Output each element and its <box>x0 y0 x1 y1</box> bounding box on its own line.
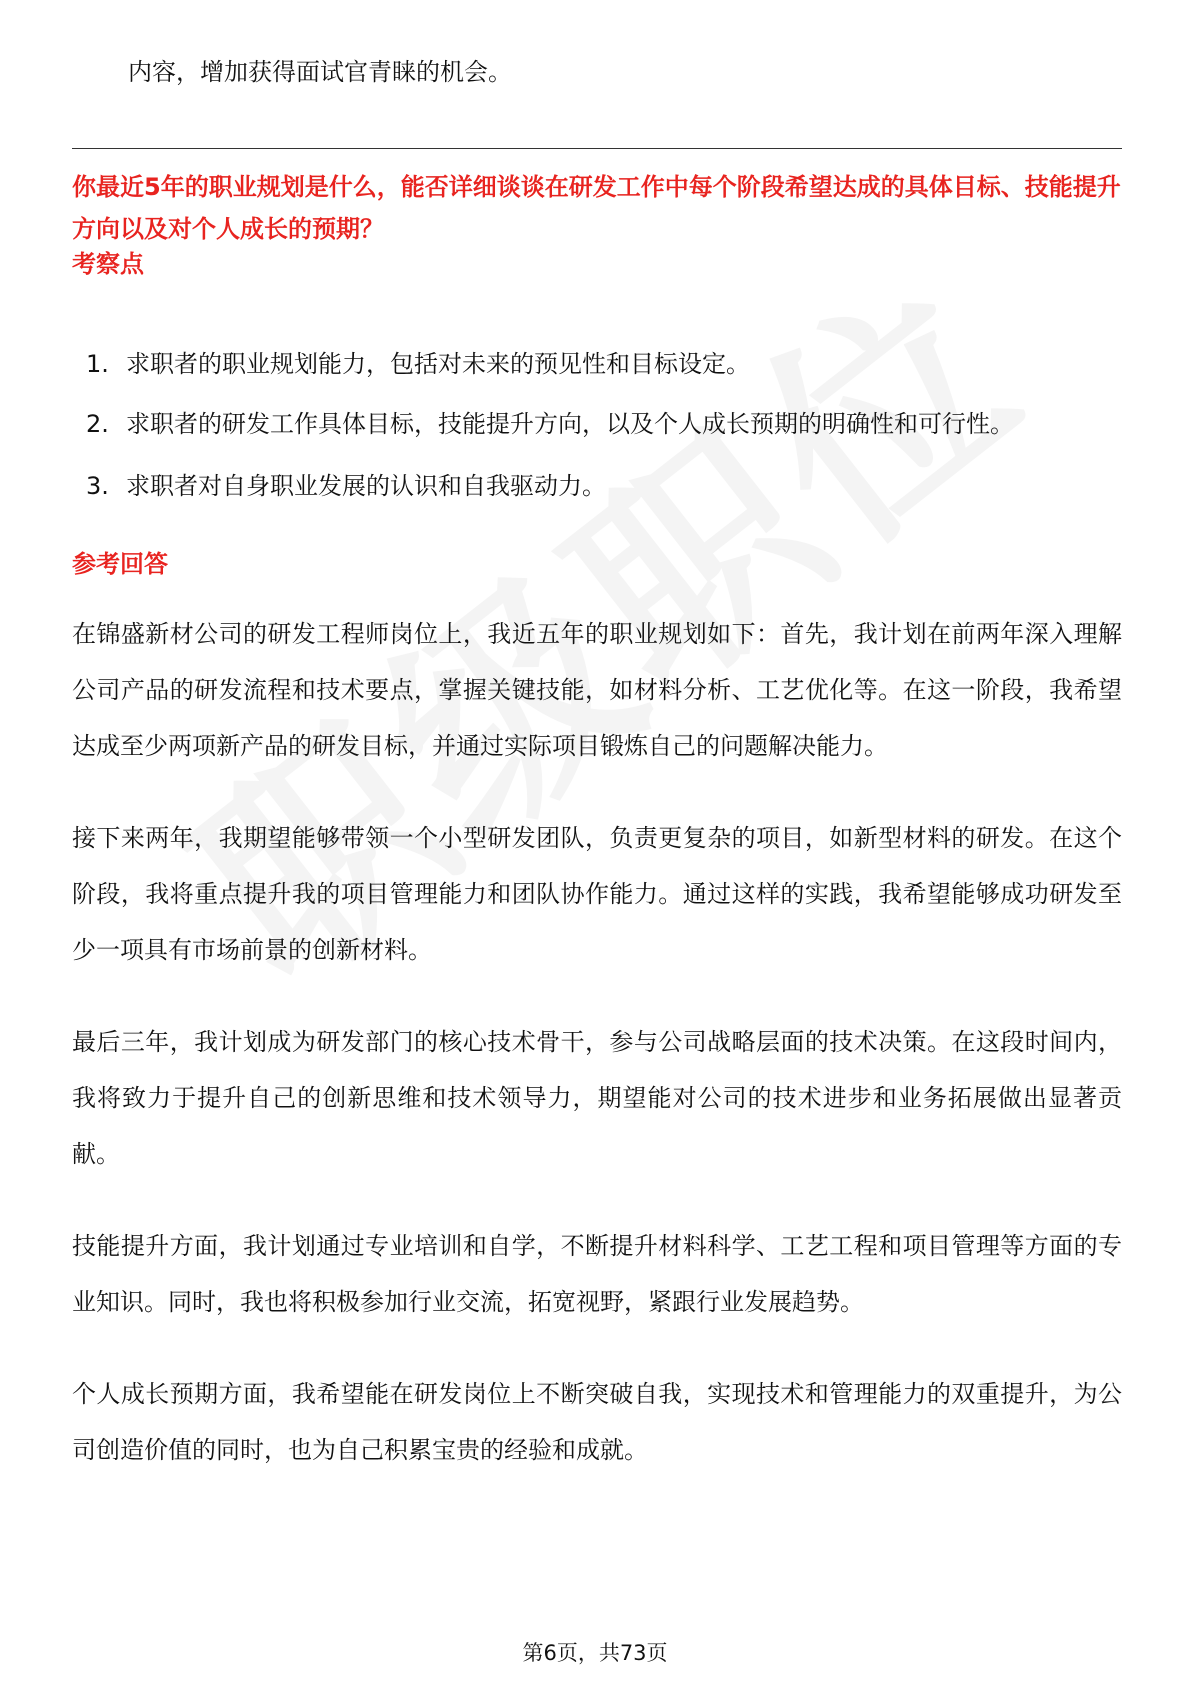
answer-title: 参考回答 <box>72 550 168 578</box>
list-number: 1. <box>86 350 109 378</box>
answer-paragraph: 技能提升方面，我计划通过专业培训和自学，不断提升材料科学、工艺工程和项目管理等方面的专业知识。同时，我也将积极参加行业交流，拓宽视野，紧跟行业发展趋势。 <box>72 1232 1122 1316</box>
list-item-text: 求职者对自身职业发展的认识和自我驱动力。 <box>126 472 606 500</box>
points-list <box>72 336 1122 514</box>
list-item-text: 求职者的研发工作具体目标，技能提升方向，以及个人成长预期的明确性和可行性。 <box>126 410 1014 438</box>
points-title: 考察点 <box>72 250 144 278</box>
answer-paragraph: 接下来两年，我期望能够带领一个小型研发团队，负责更复杂的项目，如新型材料的研发。在这个阶段，我将重点提升我的项目管理能力和团队协作能力。通过这样的实践，我希望能够成功研发至少一项具有市场前景的创新材料。 <box>72 824 1122 964</box>
answer-body <box>72 606 1122 1514</box>
list-item <box>72 458 1122 514</box>
list-number: 3. <box>86 472 109 500</box>
section-divider <box>72 148 1122 149</box>
interview-question: 你最近5年的职业规划是什么，能否详细谈谈在研发工作中每个阶段希望达成的具体目标、技能提升方向以及对个人成长的预期？ <box>72 173 1121 243</box>
previous-page-continuation: 内容，增加获得面试官青睐的机会。 <box>128 58 512 86</box>
answer-paragraph: 在锦盛新材公司的研发工程师岗位上，我近五年的职业规划如下：首先，我计划在前两年深入理解公司产品的研发流程和技术要点，掌握关键技能，如材料分析、工艺优化等。在这一阶段，我希望达成至少两项新产品的研发目标，并通过实际项目锻炼自己的问题解决能力。 <box>72 620 1122 760</box>
list-item <box>72 396 1122 452</box>
page-footer: 第6页，共73页 <box>522 1641 668 1665</box>
list-number: 2. <box>86 410 109 438</box>
list-item <box>72 336 1122 392</box>
answer-paragraph: 最后三年，我计划成为研发部门的核心技术骨干，参与公司战略层面的技术决策。在这段时间内，我将致力于提升自己的创新思维和技术领导力，期望能对公司的技术进步和业务拓展做出显著贡献。 <box>72 1028 1122 1168</box>
answer-paragraph: 个人成长预期方面，我希望能在研发岗位上不断突破自我，实现技术和管理能力的双重提升，为公司创造价值的同时，也为自己积累宝贵的经验和成就。 <box>72 1380 1122 1464</box>
list-item-text: 求职者的职业规划能力，包括对未来的预见性和目标设定。 <box>126 350 750 378</box>
